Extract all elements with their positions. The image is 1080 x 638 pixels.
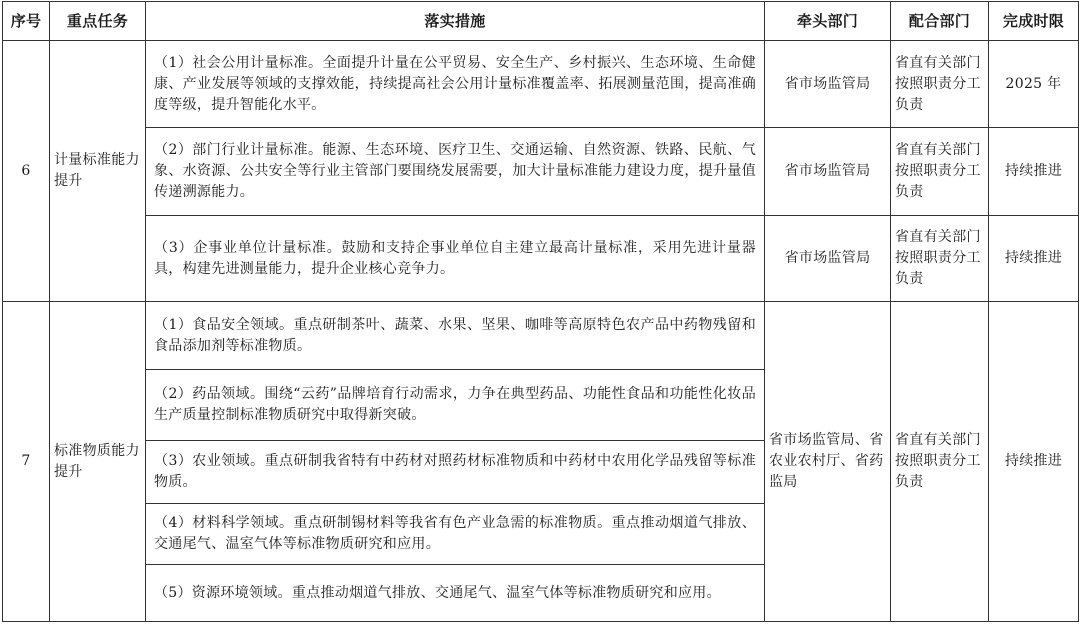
measure-cell: （2）药品领域。围绕“云药”品牌培育行动需求，力争在典型药品、功能性食品和功能性化妆品生产质量控制标准物质研究中取得新突破。	[146, 370, 765, 441]
measure-cell: （5）资源环境领域。重点推动烟道气排放、交通尾气、温室气体等标准物质研究和应用。	[146, 565, 765, 622]
deadline-cell: 持续推进	[989, 216, 1079, 302]
coop-cell: 省直有关部门按照职责分工负责	[891, 128, 989, 216]
lead-cell: 省市场监管局、省农业农村厅、省药监局	[765, 302, 891, 622]
measure-cell: （1）食品安全领域。重点研制茶叶、蔬菜、水果、坚果、咖啡等高原特色农产品中药物残留和食品添加剂等标准物质。	[146, 302, 765, 370]
lead-cell: 省市场监管局	[765, 128, 891, 216]
lead-cell: 省市场监管局	[765, 41, 891, 128]
table-row	[3, 216, 1079, 302]
header-task: 重点任务	[50, 2, 146, 41]
measure-cell: （3）企事业单位计量标准。鼓励和支持企事业单位自主建立最高计量标准，采用先进计量器具，构建先进测量能力，提升企业核心竞争力。	[146, 216, 765, 302]
header-deadline: 完成时限	[989, 2, 1079, 41]
header-coop: 配合部门	[891, 2, 989, 41]
measure-cell: （1）社会公用计量标准。全面提升计量在公平贸易、安全生产、乡村振兴、生态环境、生命健康、产业发展等领域的支撑效能，持续提高社会公用计量标准覆盖率、拓展测量范围，提高准确度等级，提升智能化水平。	[146, 41, 765, 128]
table-row	[3, 41, 1079, 128]
measure-cell: （4）材料科学领域。重点研制锡材料等我省有色产业急需的标准物质。重点推动烟道气排放、交通尾气、温室气体等标准物质研究和应用。	[146, 504, 765, 565]
plan-table	[2, 1, 1079, 622]
group-task: 计量标准能力提升	[50, 41, 146, 302]
table-row	[3, 128, 1079, 216]
deadline-cell: 2025 年	[989, 41, 1079, 128]
measure-cell: （3）农业领域。重点研制我省特有中药材对照药材标准物质和中药材中农用化学品残留等标准物质。	[146, 441, 765, 504]
deadline-cell: 持续推进	[989, 302, 1079, 622]
lead-cell: 省市场监管局	[765, 216, 891, 302]
header-lead: 牵头部门	[765, 2, 891, 41]
group-no: 7	[3, 302, 50, 622]
group-task: 标准物质能力提升	[50, 302, 146, 622]
coop-cell: 省直有关部门按照职责分工负责	[891, 41, 989, 128]
coop-cell: 省直有关部门按照职责分工负责	[891, 302, 989, 622]
table-row	[3, 302, 1079, 370]
deadline-cell: 持续推进	[989, 128, 1079, 216]
header-measures: 落实措施	[146, 2, 765, 41]
header-no: 序号	[3, 2, 50, 41]
coop-cell: 省直有关部门按照职责分工负责	[891, 216, 989, 302]
measure-cell: （2）部门行业计量标准。能源、生态环境、医疗卫生、交通运输、自然资源、铁路、民航、气象、水资源、公共安全等行业主管部门要围绕发展需要，加大计量标准能力建设力度，提升量值传递溯源能力。	[146, 128, 765, 216]
group-no: 6	[3, 41, 50, 302]
header-row	[3, 2, 1079, 41]
